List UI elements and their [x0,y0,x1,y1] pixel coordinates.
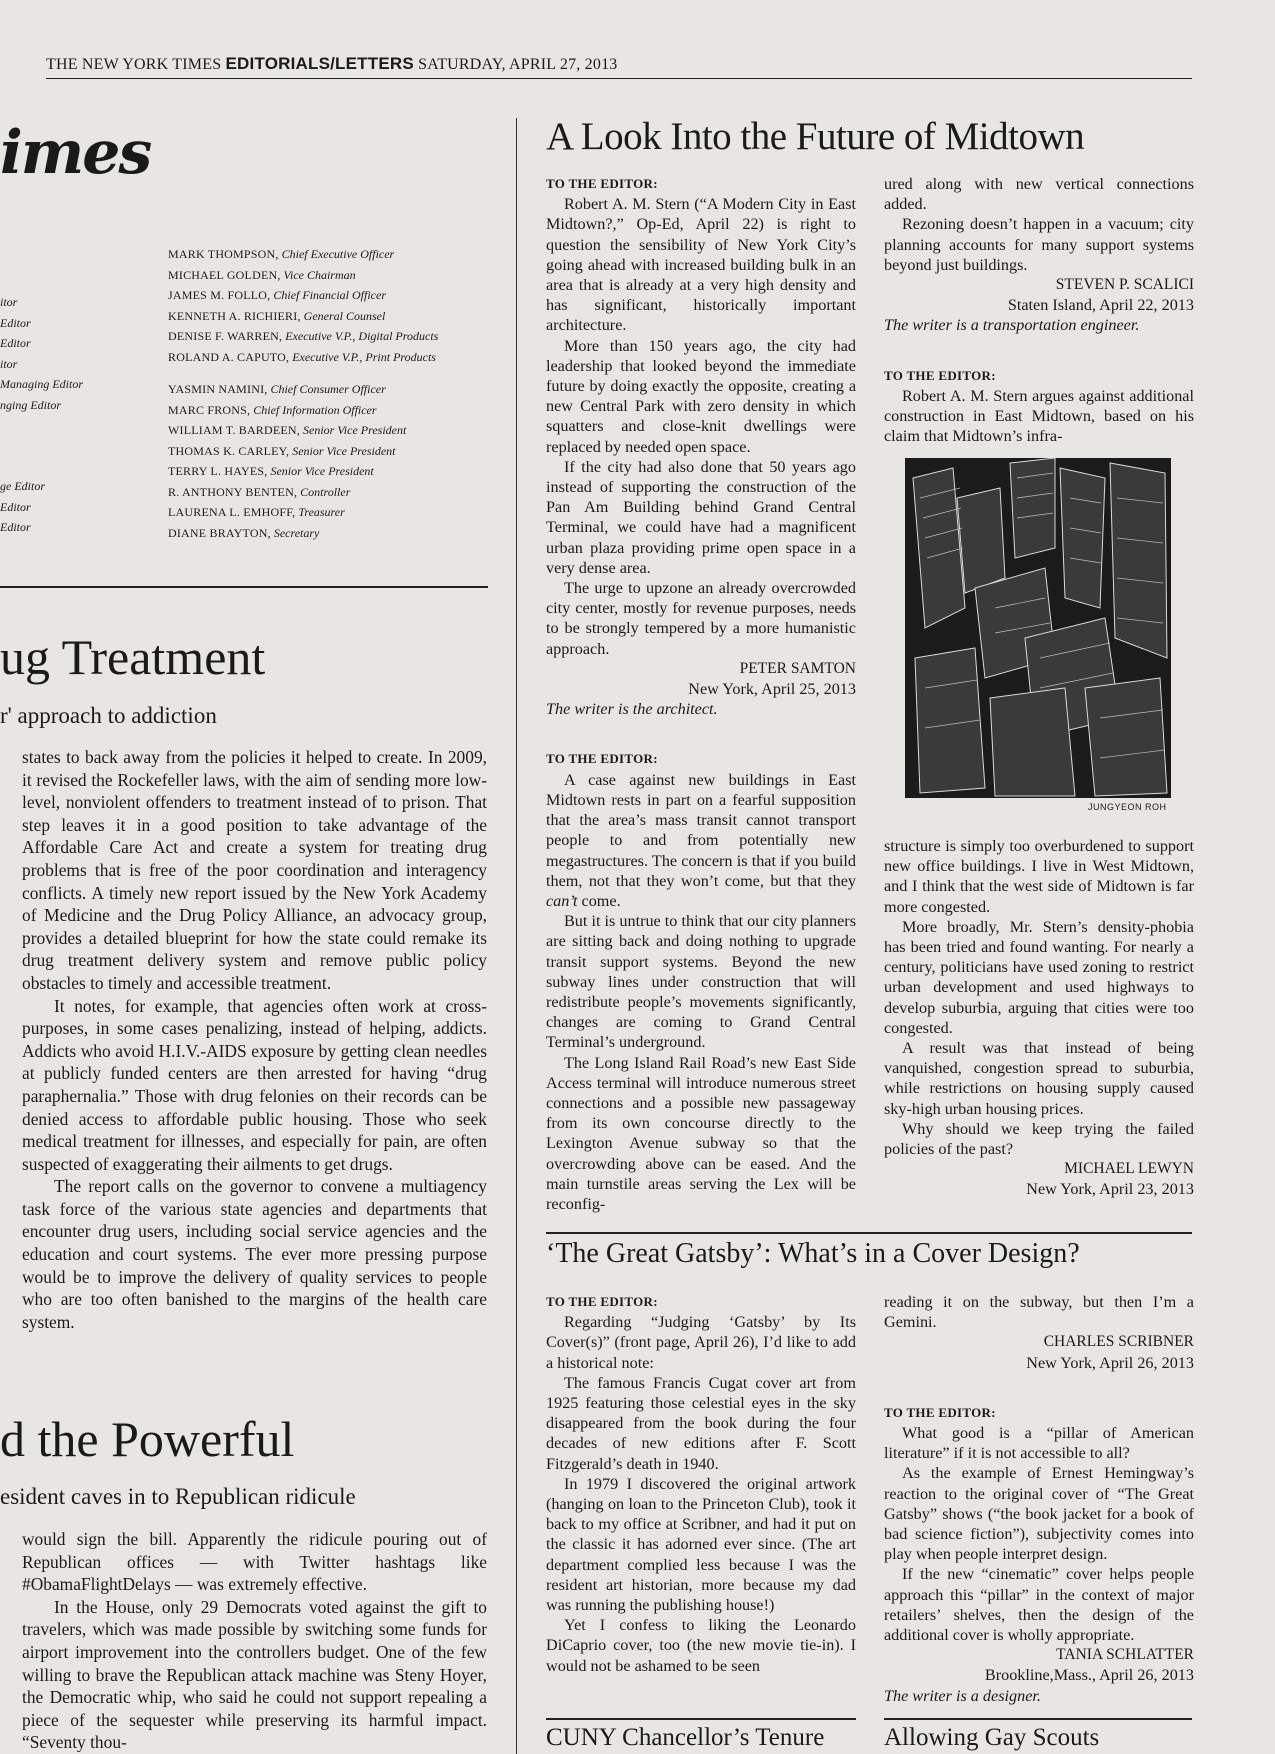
masthead-row: DENISE F. WARREN, Executive V.P., Digital Products [168,329,439,343]
editorial-subhead: r' approach to addiction [0,703,217,728]
letter-place-date: Staten Island, April 22, 2013 [1007,296,1194,315]
paragraph: But it is untrue to think that our city planners are sitting back and doing nothing to upgrade transit support systems. Beyond the new subway lines under construction that will redistribute people’s movements significantly, changes are coming to Grand Central Terminal’s underground. [546,912,856,1052]
masthead-row: DIANE BRAYTON, Secretary [168,525,320,540]
section-rule [546,1232,1192,1234]
to-the-editor: TO THE EDITOR: [546,176,658,191]
paragraph: Why should we keep trying the failed policies of the past? [884,1119,1194,1159]
letters-column [884,174,1194,446]
editor-labels [0,292,83,538]
paragraph: A result was that instead of being vanquished, congestion spread to suburbia, while restrictions on housing supply caused sky-high urban housing prices. [884,1039,1194,1118]
letter-place-date: New York, April 23, 2013 [1026,1180,1194,1199]
paragraph: More than 150 years ago, the city had leadership that looked beyond the immediate future by doing exactly the opposite, creating a new Central Park with zero density in which squatters and close-knit dwellings were replaced by needed open space. [546,336,856,456]
letters-column [546,1292,856,1676]
paragraph: The urge to upzone an already overcrowded city center, mostly for revenue purposes, needs to be strongly tempered by a more humanistic approach. [546,579,856,658]
editor-label: Editor [0,499,31,514]
editor-label: Editor [0,336,31,350]
editorial-body [22,1528,487,1754]
letters-column [884,1292,1194,1706]
paragraph: reading it on the subway, but then I’m a Gemini. [884,1293,1194,1332]
section-rule [546,1718,856,1720]
masthead-row: MARK THOMPSON, Chief Executive Officer [168,247,395,261]
editorial-headline: d the Powerful [0,1411,295,1467]
skyline-drawing [905,458,1171,798]
paragraph: In 1979 I discovered the original artwork (hanging on loan to the Princeton Club), took it back to my office at Scribner, and had it put on the classic it has adorned ever since. (The art department complied less because I was the resident art historian, more because my dad was running the publishing house!) [546,1474,856,1615]
paragraph: In the House, only 29 Democrats voted against the gift to travelers, which was made possible by switching some funds for airport improvement into the controllers budget. One of the few willing to brave the Republican attack machine was Steny Hoyer, the Democratic whip, who said he could not support repealing a piece of the sequester while preserving its harmful impact. “Seventy thou- [22,1596,487,1753]
paragraph: structure is simply too overburdened to support new office buildings. I live in West Midtown, and I think that the west side of Midtown is far more congested. [884,837,1194,916]
paragraph: Rezoning doesn’t happen in a vacuum; city planning accounts for many support systems beyond just buildings. [884,215,1194,274]
to-the-editor: TO THE EDITOR: [546,751,658,767]
letters-headline: Allowing Gay Scouts [884,1724,1100,1751]
editor-label: ge Editor [0,479,45,493]
letter-signature: PETER SAMTON [739,659,856,677]
writer-note: The writer is the architect. [546,700,718,719]
editor-label: itor [0,356,18,371]
letter-place-date: New York, April 25, 2013 [688,680,856,699]
paragraph: Regarding “Judging ‘Gatsby’ by Its Cover(s)” (front page, April 26), I’d like to add a historical note: [546,1313,856,1372]
writer-note: The writer is a designer. [884,1686,1041,1705]
paragraph: As the example of Ernest Hemingway’s reaction to the original cover of “The Great Gatsby” shows (“the book jacket for a book of bad science fiction”), subjectivity comes into play when people interpret design. [884,1464,1194,1564]
paragraph: Robert A. M. Stern argues against additional construction in East Midtown, based on his claim that Midtown’s infra- [884,386,1194,446]
column-divider [516,118,517,1754]
section-rule [0,586,488,588]
editor-label: Editor [0,315,31,330]
writer-note: The writer is a transportation engineer. [884,316,1140,335]
editor-label: Editor [0,520,31,534]
paragraph: If the city had also done that 50 years ago instead of supporting the construction of the Pan Am Building behind Grand Central Terminal, we could have had a magnificent urban plaza providing prime open space in a very dense area. [546,457,856,577]
letters-column [546,174,856,1214]
editor-label: itor [0,295,18,309]
letters-headline: ‘The Great Gatsby’: What’s in a Cover Design? [546,1238,1080,1269]
editorial-headline: ug Treatment [0,629,266,685]
masthead-row: MICHAEL GOLDEN, Vice Chairman [168,267,356,282]
paragraph: Yet I confess to liking the Leonardo DiCaprio cover, too (the new movie tie-in). I would not be ashamed to be seen [546,1616,856,1675]
editor-label: nging Editor [0,397,62,412]
paragraph: Robert A. M. Stern (“A Modern City in East Midtown?,” Op-Ed, April 22) is right to question the sensibility of New York City’s going ahead with increased building bulk in an area that is already at a very high density and has significant, historically important architecture. [546,195,856,335]
editorial-body [22,746,487,1333]
paragraph: states to back away from the policies it helped to create. In 2009, it revised the Rockefeller laws, with the aim of sending more low-level, nonviolent offenders to treatment instead of to prison. That step leaves it in a good position to take advantage of the Affordable Care Act and create a system for treating drug problems that is free of the poor coordination and interagency conflicts. A timely new report issued by the New York Academy of Medicine and the Drug Policy Alliance, an advocacy group, provides a detailed blueprint for how the state could remake its drug treatment delivery system and remove public policy obstacles to timely and accessible treatment. [22,747,487,993]
paragraph: If the new “cinematic” cover helps people approach this “pillar” in the context of major retailers’ shelves, then the design of the additional cover is wholly appropriate. [884,1565,1194,1645]
running-head-section: EDITORIALS/LETTERS [225,54,414,73]
to-the-editor: TO THE EDITOR: [884,1404,996,1420]
masthead-row: MARC FRONS, Chief Information Officer [168,402,377,417]
masthead-row: JAMES M. FOLLO, Chief Financial Officer [168,288,387,302]
letters-headline: CUNY Chancellor’s Tenure [546,1724,825,1751]
masthead-row: LAURENA L. EMHOFF, Treasurer [168,505,345,519]
paragraph: would sign the bill. Apparently the ridicule pouring out of Republican offices — with Twitter hashtags like #ObamaFlightDelays — was extremely effective. [22,1529,487,1595]
midtown-illustration [905,458,1171,798]
to-the-editor: TO THE EDITOR: [546,1294,658,1309]
to-the-editor: TO THE EDITOR: [884,367,996,383]
masthead-row: YASMIN NAMINI, Chief Consumer Officer [168,382,386,396]
letter-signature: MICHAEL LEWYN [1064,1160,1194,1178]
nameplate-fragment: imes [0,118,151,188]
section-rule [884,1718,1192,1720]
editorial-subhead: esident caves in to Republican ridicule [0,1484,356,1509]
masthead-row: THOMAS K. CARLEY, Senior Vice President [168,443,396,458]
paragraph: A case against new buildings in East Midtown rests in part on a fearful supposition that the area’s mass transit cannot transport people to and from potentially new megastructures. The concern is that if you build them, not that they won’t come, but that they can’t come. [546,770,856,910]
letter-signature: CHARLES SCRIBNER [1043,1333,1194,1351]
paragraph: It notes, for example, that agencies often work at cross-purposes, in some cases penalizing, instead of helping, addicts. Addicts who avoid H.I.V.-AIDS exposure by getting clean needles at publicly funded centers are then arrested for having “drug paraphernalia.” Those with drug felonies on their records can be denied access to affordable public housing. Those who seek medical treatment for illnesses, and especially for pain, are often suspected of exaggerating their ailments to get drugs. [22,995,487,1174]
letter-place-date: New York, April 26, 2013 [1026,1353,1194,1372]
paragraph: The Long Island Rail Road’s new East Side Access terminal will introduce numerous street connections and a possible new passageway from its own concourse directly to the Lexington Avenue subway so that the overcrowding above can be eased. And the main turnstile areas serving the Lex will be reconfig- [546,1053,856,1213]
letter-place-date: Brookline,Mass., April 26, 2013 [984,1666,1194,1685]
masthead-list [168,244,438,543]
letters-column [884,836,1194,1200]
masthead-row: TERRY L. HAYES, Senior Vice President [168,464,374,478]
paragraph: The famous Francis Cugat cover art from 1925 featuring those celestial eyes in the sky disappeared from the book during the four decades of new editions after F. Scott Fitzgerald’s death in 1940. [546,1373,856,1473]
masthead-row: KENNETH A. RICHIERI, General Counsel [168,308,386,323]
paragraph: What good is a “pillar of American literature” if it is not accessible to all? [884,1424,1194,1463]
illustration-credit: JUNGYEON ROH [1088,802,1167,812]
letter-signature: STEVEN P. SCALICI [1055,276,1194,294]
letter-signature: TANIA SCHLATTER [1056,1646,1194,1664]
editor-label: Managing Editor [0,377,83,391]
masthead-row: ROLAND A. CAPUTO, Executive V.P., Print Products [168,349,436,364]
paragraph: More broadly, Mr. Stern’s density-phobia has been tried and found wanting. For nearly a century, politicians have used zoning to restrict urban development and used highways to develop suburbia, arguing that cities were too congested. [884,917,1194,1037]
letters-headline: A Look Into the Future of Midtown [546,115,1085,158]
running-head-paper: THE NEW YORK TIMES [46,56,222,73]
paragraph: The report calls on the governor to convene a multiagency task force of the various state agencies and departments that encounter drug users, including social service agencies and the education and court systems. The ever more pressing purpose would be to improve the delivery of quality services to people who are too often banished to the margins of the health care system. [22,1176,487,1332]
masthead-row: WILLIAM T. BARDEEN, Senior Vice President [168,423,407,437]
running-head-date: SATURDAY, APRIL 27, 2013 [418,56,618,73]
paragraph: ured along with new vertical connections added. [884,175,1194,214]
running-head [46,54,1192,79]
masthead-row: R. ANTHONY BENTEN, Controller [168,484,351,499]
